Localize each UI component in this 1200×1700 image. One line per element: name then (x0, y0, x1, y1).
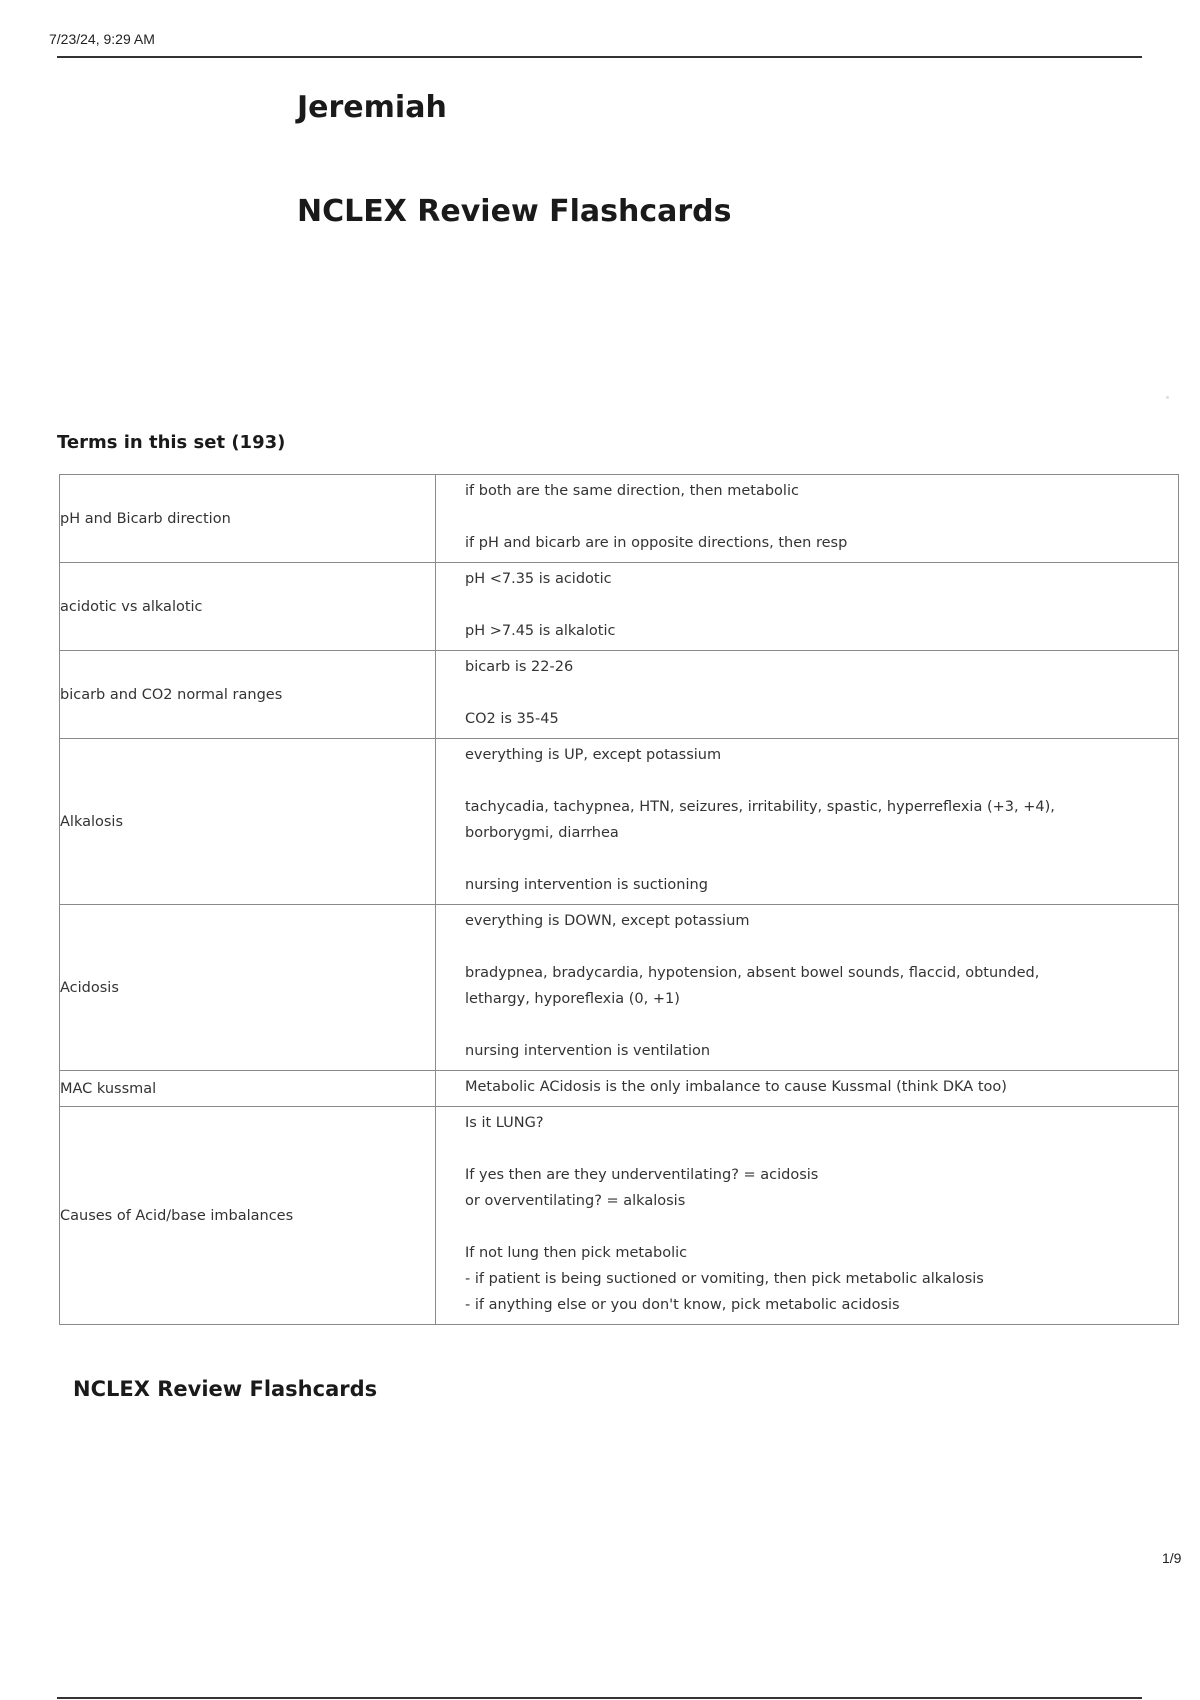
definition-line: bradypnea, bradycardia, hypotension, absent bowel sounds, flaccid, obtunded, (465, 965, 1040, 981)
definition-line: tachycadia, tachypnea, HTN, seizures, irritability, spastic, hyperreflexia (+3, +4), (465, 799, 1055, 815)
definition-line: If yes then are they underventilating? = acidosis (465, 1167, 819, 1183)
footer-set-title: NCLEX Review Flashcards (73, 1377, 378, 1401)
definition-line: bicarb is 22-26 (465, 659, 574, 675)
definition-line: if pH and bicarb are in opposite directions, then resp (465, 535, 848, 551)
page-number: 1/9 (1162, 1550, 1182, 1566)
definition-spacer (465, 1012, 1170, 1038)
flashcard-row (60, 1107, 1179, 1325)
flashcard-table (59, 474, 1179, 1325)
print-timestamp: 7/23/24, 9:29 AM (49, 31, 155, 47)
definition-line: lethargy, hyporeflexia (0, +1) (465, 991, 680, 1007)
flashcard-row (60, 1071, 1179, 1107)
definition-line: everything is DOWN, except potassium (465, 913, 750, 929)
definition-line: If not lung then pick metabolic (465, 1245, 688, 1261)
definition-spacer (465, 846, 1170, 872)
terms-count-heading: Terms in this set (193) (57, 432, 286, 453)
flashcard-definition (436, 739, 1179, 905)
top-divider (57, 56, 1142, 58)
flashcard-definition (436, 563, 1179, 651)
definition-line: - if anything else or you don't know, pick metabolic acidosis (465, 1297, 900, 1313)
definition-line: everything is UP, except potassium (465, 747, 722, 763)
author-name: Jeremiah (297, 90, 447, 125)
flashcard-definition (436, 1107, 1179, 1325)
definition-line: pH <7.35 is acidotic (465, 571, 612, 587)
definition-line: or overventilating? = alkalosis (465, 1193, 686, 1209)
flashcard-term: pH and Bicarb direction (60, 475, 436, 563)
definition-line: CO2 is 35-45 (465, 711, 559, 727)
definition-spacer (465, 768, 1170, 794)
flashcard-definition (436, 1071, 1179, 1107)
definition-line: Is it LUNG? (465, 1115, 544, 1131)
definition-line: borborygmi, diarrhea (465, 825, 619, 841)
flashcard-term: MAC kussmal (60, 1071, 436, 1107)
flashcard-row (60, 475, 1179, 563)
definition-spacer (465, 592, 1170, 618)
page-title: NCLEX Review Flashcards (297, 194, 732, 229)
decorative-dot (1166, 396, 1169, 399)
flashcard-term: Causes of Acid/base imbalances (60, 1107, 436, 1325)
bottom-divider (57, 1697, 1142, 1699)
flashcard-definition (436, 905, 1179, 1071)
definition-line: nursing intervention is suctioning (465, 877, 708, 893)
flashcard-row (60, 651, 1179, 739)
definition-line: Metabolic ACidosis is the only imbalance to cause Kussmal (think DKA too) (465, 1079, 1007, 1095)
definition-spacer (465, 1136, 1170, 1162)
definition-spacer (465, 1214, 1170, 1240)
definition-line: - if patient is being suctioned or vomiting, then pick metabolic alkalosis (465, 1271, 984, 1287)
flashcard-row (60, 905, 1179, 1071)
definition-spacer (465, 504, 1170, 530)
flashcard-row (60, 739, 1179, 905)
flashcard-term: Acidosis (60, 905, 436, 1071)
definition-line: nursing intervention is ventilation (465, 1043, 711, 1059)
definition-spacer (465, 934, 1170, 960)
definition-spacer (465, 680, 1170, 706)
flashcard-term: acidotic vs alkalotic (60, 563, 436, 651)
flashcard-row (60, 563, 1179, 651)
definition-line: if both are the same direction, then metabolic (465, 483, 799, 499)
flashcard-term: bicarb and CO2 normal ranges (60, 651, 436, 739)
flashcard-definition (436, 475, 1179, 563)
flashcard-term: Alkalosis (60, 739, 436, 905)
flashcard-definition (436, 651, 1179, 739)
definition-line: pH >7.45 is alkalotic (465, 623, 616, 639)
